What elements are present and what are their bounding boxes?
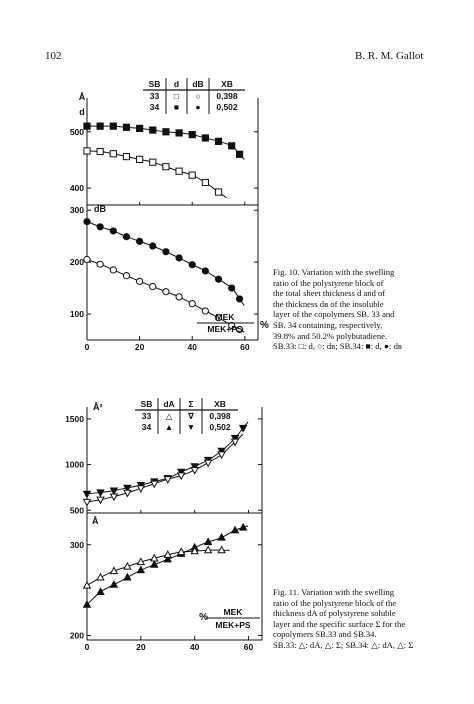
fig11-legend-header: Σ (188, 399, 194, 409)
fig10-bottom-series-0-point (202, 268, 208, 274)
fig10-caption-line: the thickness dʙ of the insoluble (273, 298, 384, 309)
fig10-bottom-series-1-point (176, 294, 182, 300)
fig10-legend-header: dB (192, 79, 204, 89)
fig11-legend-cell: 33 (141, 411, 152, 421)
fig10-top-y-tick-label: 500 (69, 126, 84, 137)
fig11-caption-line: SB.33: △: dA, △: Σ; SB.34: △: dA, △: Σ (273, 639, 414, 650)
fig10-bottom-series-0-point (110, 228, 116, 234)
fig10-bottom-series-0-point (215, 276, 221, 282)
fig11-caption-line: Fig. 11. Variation with the swelling (273, 587, 395, 597)
fig10-legend-cell: ○ (195, 91, 201, 101)
fig11-legend-cell: ∇ (188, 411, 194, 421)
fig11-legend-cell: ▲ (164, 422, 174, 432)
fig10-legend-cell: 34 (149, 102, 160, 112)
fig10-xlabel-num: MEK (215, 312, 235, 322)
fig10-d-label: d (79, 107, 85, 117)
fig10-top-series-1-point (215, 189, 221, 195)
fig10-top-series-0-point (229, 143, 235, 149)
fig10-unit-label: Å (78, 92, 86, 102)
fig10-top-series-1-point (150, 159, 156, 165)
fig10-top-series-0-point (189, 132, 195, 138)
fig10-bottom-series-1-point (202, 308, 208, 314)
fig11-legend-cell: ▼ (186, 422, 196, 432)
fig11-caption-line: thickness dA of polystyrene soluble (273, 608, 396, 619)
fig10-top-series-1-point (176, 168, 182, 174)
fig11-legend-header: SB (140, 399, 153, 409)
fig11-xlabel-den: MEK+PS (215, 620, 251, 630)
fig10-bottom-series-0-point (189, 262, 195, 268)
fig10-bottom-y-tick-label: 100 (69, 309, 84, 320)
fig10-top-series-0-point (202, 135, 208, 141)
fig10-top-series-1-point (137, 156, 143, 162)
fig11-top-series-1-curve (87, 434, 243, 502)
fig11-x-tick-label: 40 (189, 642, 200, 652)
fig10-bottom-series-0-point (123, 234, 129, 240)
fig10-caption-line: SB. 34 containing, respectively, (273, 319, 383, 330)
fig11-top-series-0-point (84, 491, 91, 497)
fig10-legend-cell: ● (195, 102, 201, 112)
fig11-caption (273, 587, 453, 651)
fig10-top-series-0-point (163, 129, 169, 135)
fig10-caption (273, 267, 453, 352)
fig10-top-series-0-point (110, 123, 116, 129)
fig10-bottom-series-0-point (97, 224, 103, 230)
running-head-author: B. R. M. Gallot (355, 50, 424, 62)
fig11-bottom-series-1-curve (87, 550, 230, 585)
fig11-bottom-series-1-point (97, 574, 104, 580)
fig10-caption-line: ratio of the polystyrene block of (273, 277, 384, 288)
fig11-length-unit: Å (92, 516, 99, 526)
fig10-caption-line: SB.33: □: d, ○: dʙ; SB.34: ■: d, ●: dʙ (273, 341, 402, 352)
fig10-top-series-1-point (84, 148, 90, 154)
fig10-db-label: dB (94, 204, 106, 214)
fig10-legend-header: SB (148, 79, 161, 89)
fig10-bottom-series-1-point (123, 273, 129, 279)
fig10-bottom-series-1-point (189, 301, 195, 307)
fig11-top-series-1-point (191, 467, 198, 473)
fig10-bottom-series-1-point (84, 256, 90, 262)
fig11-legend-header: XB (214, 399, 226, 409)
fig10-x-tick-label: 60 (240, 342, 250, 352)
fig11-x-tick-label: 0 (84, 642, 90, 652)
fig11-top-y-tick-label: 1000 (65, 459, 84, 470)
fig11-top-y-tick-label: 1500 (65, 413, 84, 424)
fig11-caption-line: copolymers SB.33 and SB.34. (273, 629, 377, 640)
fig10-bottom-series-1-point (163, 289, 169, 295)
fig11-bottom-y-tick-label: 200 (69, 630, 84, 641)
fig11-legend-cell: 0,502 (209, 422, 231, 432)
fig11-xlabel-unit: % (199, 612, 208, 623)
fig11-top-y-tick-label: 500 (69, 505, 84, 516)
fig10-bottom-series-0-point (229, 285, 235, 291)
fig10-bottom-series-1-point (97, 261, 103, 267)
fig11-legend-cell: 0,398 (209, 411, 231, 421)
fig11-legend-cell: △ (165, 411, 173, 421)
fig10-top-y-tick-label: 400 (69, 183, 84, 194)
page-number: 102 (45, 50, 62, 62)
fig10-legend-cell: ■ (173, 102, 180, 112)
fig10-x-tick-label: 40 (187, 342, 197, 352)
fig10-caption-line: the total sheet thickness d and of (273, 288, 386, 299)
fig10-top-series-1-point (110, 151, 116, 157)
fig11-top-series-1-point (205, 460, 212, 466)
fig11-bottom-series-0-point (97, 588, 104, 594)
fig10-bottom-series-0-point (84, 219, 90, 225)
fig11-bottom-series-0-point (218, 534, 225, 540)
fig11-legend-header: dA (163, 399, 175, 409)
fig10-legend-cell: 33 (149, 91, 160, 101)
fig10-top-series-1-point (202, 179, 208, 185)
fig10-top-series-0-point (84, 123, 90, 129)
fig11-bottom-y-tick-label: 300 (69, 539, 84, 550)
fig10-xlabel-den: MEK+PS (207, 324, 243, 334)
fig10-caption-line: layer of the copolymers SB. 33 and (273, 309, 395, 320)
fig11-x-tick-label: 60 (243, 642, 254, 652)
fig10-legend-cell: □ (173, 91, 180, 101)
fig10-top-series-0-point (123, 124, 129, 130)
fig10-bottom-y-tick-label: 300 (69, 205, 84, 216)
fig10-legend-header: d (173, 79, 180, 89)
fig11-x-tick-label: 20 (136, 642, 146, 652)
fig10-bottom-series-0-point (163, 249, 169, 255)
fig11-bottom-series-0-point (111, 581, 118, 587)
fig10-bottom-series-0-point (176, 255, 182, 261)
fig10-top-series-1-point (123, 153, 129, 159)
fig10-bottom-y-tick-label: 200 (69, 257, 84, 268)
fig10-xlabel-unit: % (260, 320, 269, 331)
fig10-top-series-0-point (97, 123, 103, 129)
fig10-top-series-0-point (176, 130, 182, 136)
fig10-x-tick-label: 0 (84, 342, 90, 352)
fig11-bottom-series-0-point (137, 567, 144, 573)
fig10-bottom-series-0-point (137, 238, 143, 244)
fig10-top-series-1-point (189, 172, 195, 178)
fig10-bottom-series-1-point (150, 283, 156, 289)
fig10-top-series-0-point (150, 127, 156, 133)
fig10-top-series-1-point (163, 164, 169, 170)
fig10-top-series-0-point (137, 125, 143, 131)
fig10-bottom-series-0-point (236, 296, 242, 302)
fig10-legend-cell: 0,502 (216, 102, 238, 112)
fig10-bottom-series-0-point (150, 243, 156, 249)
fig10-bottom-series-1-point (110, 267, 116, 273)
fig11-top-series-1-point (218, 452, 225, 458)
fig10-caption-line: Fig. 10. Variation with the swelling (273, 267, 395, 277)
fig10-bottom-series-1-point (137, 278, 143, 284)
fig10-x-tick-label: 20 (134, 342, 145, 352)
fig11-top-series-1-point (84, 499, 91, 505)
fig10-top-series-1-point (97, 148, 103, 154)
fig10-caption-line: 39.8% and 50.2% polybutadiene. (273, 330, 388, 341)
fig10-legend-header: XB (221, 79, 233, 89)
fig10-legend-cell: 0,398 (216, 91, 238, 101)
fig11-bottom-series-1-point (84, 582, 91, 588)
fig10-top-series-0-point (236, 151, 242, 157)
fig11-caption-line: layer and the specific surface Σ for the (273, 618, 406, 629)
fig11-xlabel-num: MEK (223, 607, 243, 617)
fig11-area-unit: Å² (93, 402, 103, 412)
fig10-top-series-1-curve (87, 151, 226, 198)
fig11-bottom-series-0-point (124, 574, 131, 580)
fig10-top-series-0-point (215, 138, 221, 144)
fig11-legend-cell: 34 (141, 422, 152, 432)
fig11-caption-line: ratio of the polystyrene block of the (273, 597, 397, 608)
